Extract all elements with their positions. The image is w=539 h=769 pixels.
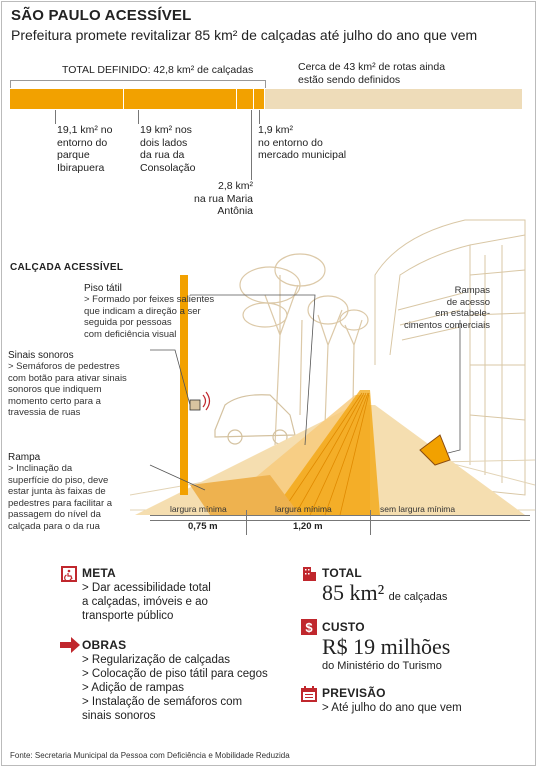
sound-button-box	[190, 400, 200, 410]
total-title: TOTAL	[322, 566, 362, 580]
total-value: 85 km²	[322, 580, 385, 605]
undefined-label-line1: Cerca de 43 km² de rotas ainda	[298, 61, 446, 73]
sound-wave-icon	[203, 392, 210, 410]
note-rampas-acesso: Rampas de acesso em estabele- cimentos comerciais	[403, 285, 490, 331]
measure-divider-1	[246, 510, 247, 535]
bar-segment-4	[254, 89, 265, 109]
measure-none-label: sem largura mínima	[380, 504, 456, 514]
car-illustration	[215, 395, 295, 444]
previsao-title: PREVISÃO	[322, 686, 386, 700]
undefined-label-line2: estão sendo definidos	[298, 73, 401, 86]
page-subtitle: Prefeitura promete revitalizar 85 km² de calçadas até julho do ano que vem	[11, 27, 478, 43]
page-title: SÃO PAULO ACESSÍVEL	[11, 7, 192, 24]
money-icon	[301, 619, 317, 635]
defined-total-label: TOTAL DEFINIDO: 42,8 km² de calçadas	[62, 64, 254, 76]
sidewalk-illustration	[130, 215, 535, 535]
measure-min2-value: 1,20 m	[293, 521, 323, 532]
total-unit: de calçadas	[388, 591, 448, 603]
segment-label-ibirapuera: 19,1 km² no entorno do parque Ibirapuera	[57, 124, 113, 174]
bar-segment-1	[10, 89, 124, 109]
measure-divider-2	[370, 510, 371, 535]
custo-sub: do Ministério do Turismo	[322, 660, 442, 672]
note-sinais-sonoros: Sinais sonoros > Semáforos de pedestres com botão para ativar sinais sonoros que indiquem momento certo para a travessia de ruas	[8, 350, 127, 418]
note-rampa: Rampa > Inclinação da superfície do piso, deve estar junta às faixas de pedestres para facilitar a passagem do nível da calçada para o da rua	[8, 452, 113, 532]
meta-title: META	[82, 566, 116, 580]
segment-label-consolacao: 19 km² nos dois lados da rua da Consolação	[140, 124, 196, 174]
defined-bracket-right	[265, 80, 266, 88]
section-title: CALÇADA ACESSÍVEL	[10, 262, 124, 273]
custo-value: R$ 19 milhões	[322, 634, 451, 659]
defined-bracket-line	[10, 80, 265, 81]
coverage-bar	[10, 89, 522, 109]
segment-label-mercado: 1,9 km² no entorno do mercado municipal	[258, 124, 347, 161]
total-value-row	[322, 580, 447, 606]
defined-bracket-left	[10, 80, 11, 88]
measure-min2-label: largura mínima	[275, 504, 332, 514]
measure-min1-label: largura mínima	[170, 504, 227, 514]
previsao-body: > Até julho do ano que vem	[322, 702, 462, 714]
custo-title: CUSTO	[322, 620, 365, 634]
undefined-label	[298, 61, 445, 86]
segment-label-maria-antonia: 2,8 km² na rua Maria Antônia	[194, 180, 253, 217]
measure-min1-value: 0,75 m	[188, 521, 218, 532]
svg-text:$: $	[305, 620, 313, 635]
leader-line-1	[55, 110, 56, 124]
calendar-icon	[301, 686, 317, 702]
arrow-icon	[60, 637, 80, 653]
bar-segment-undefined	[265, 89, 522, 109]
leader-line-2	[138, 110, 139, 124]
meta-body: > Dar acessibilidade total a calçadas, imóveis e ao transporte público	[82, 582, 211, 622]
obras-body: > Regularização de calçadas > Colocação de piso tátil para cegos > Adição de rampas > Instalação de semáforos com sinais sonoros	[82, 654, 268, 722]
bar-segment-3	[237, 89, 254, 109]
measure-line-top	[150, 515, 530, 516]
footer-source: Fonte: Secretaria Municipal da Pessoa com Deficiência e Mobilidade Reduzida	[10, 751, 290, 760]
accessibility-icon	[61, 566, 77, 582]
obras-title: OBRAS	[82, 638, 127, 652]
building-icon	[301, 565, 317, 581]
leader-line-3	[251, 110, 252, 180]
note-piso-tatil: Piso tátil > Formado por feixes salientes que indicam a direção a ser seguida por pessoas com deficiência visual	[84, 283, 215, 340]
bar-segment-2	[124, 89, 237, 109]
leader-line-4	[259, 110, 260, 124]
